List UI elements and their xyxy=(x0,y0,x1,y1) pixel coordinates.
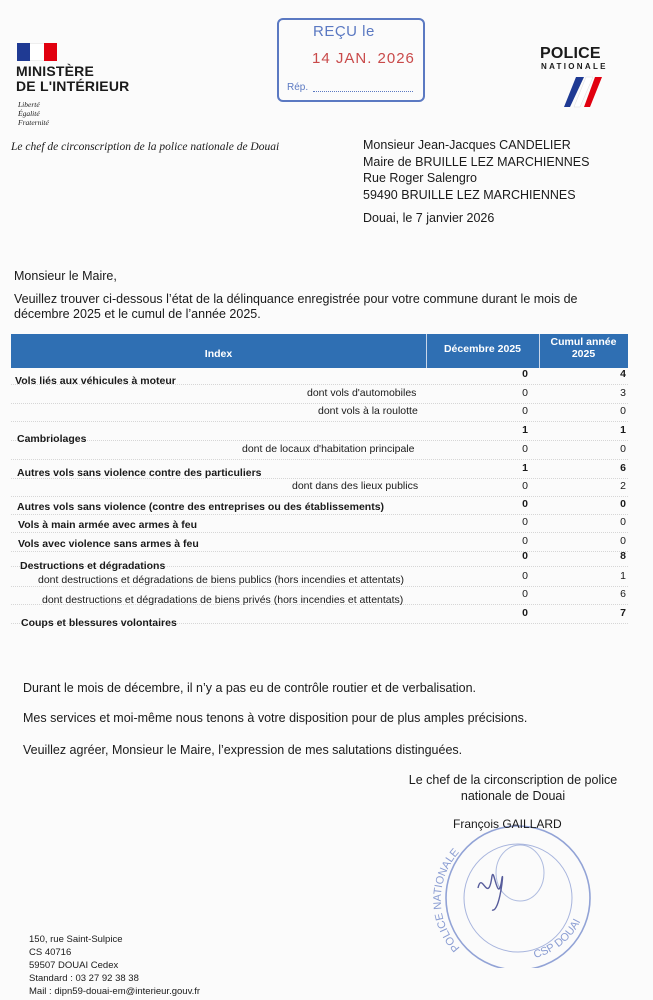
footer-contact xyxy=(29,933,200,998)
paragraph-services: Mes services et moi-même nous tenons à votre disposition pour de plus amples précisions. xyxy=(23,711,528,725)
recipient-address xyxy=(363,137,589,203)
table-row xyxy=(11,496,628,515)
table-header xyxy=(11,334,628,368)
police-logo-line1: POLICE xyxy=(540,45,601,62)
ministry-line2: DE L'INTÉRIEUR xyxy=(16,78,130,94)
table-row xyxy=(11,441,628,460)
dec-value: 0 xyxy=(522,550,528,562)
header-cumul-line1: Cumul année xyxy=(550,336,617,348)
police-tricolor-icon xyxy=(562,75,602,109)
header-cumul xyxy=(539,336,628,360)
dec-value: 0 xyxy=(522,570,528,582)
salutation: Monsieur le Maire, xyxy=(14,269,117,283)
paragraph-traffic: Durant le mois de décembre, il n’y a pas eu de contrôle routier et de verbalisation. xyxy=(23,681,477,695)
signature-title xyxy=(397,772,629,804)
row-label: dont de locaux d'habitation principale xyxy=(242,443,415,455)
dec-value: 0 xyxy=(522,443,528,455)
dec-value: 1 xyxy=(522,424,528,436)
reply-line xyxy=(313,91,413,92)
dec-value: 1 xyxy=(522,462,528,474)
letter-date: Douai, le 7 janvier 2026 xyxy=(363,211,495,225)
dec-value: 0 xyxy=(522,498,528,510)
motto-liberte: Liberté xyxy=(18,100,40,109)
cum-value: 7 xyxy=(620,607,626,619)
row-label: Autres vols sans violence contre des particuliers xyxy=(17,467,262,479)
signature-title-line2: nationale de Douai xyxy=(460,789,566,803)
dec-value: 0 xyxy=(522,480,528,492)
ministry-line1: MINISTÈRE xyxy=(16,63,95,79)
intro-paragraph: Veuillez trouver ci-dessous l’état de la délinquance enregistrée pour votre commune durant le mois de décembre 2025 et le cumul de l’année 2025. xyxy=(14,292,578,321)
cum-value: 0 xyxy=(620,443,626,455)
row-label: Cambriolages xyxy=(17,433,87,445)
ministry-name xyxy=(16,64,129,94)
received-date: 14 JAN. 2026 xyxy=(312,50,415,67)
sender-title: Le chef de circonscription de la police nationale de Douai xyxy=(11,141,280,153)
address-line1: Monsieur Jean-Jacques CANDELIER xyxy=(363,138,571,152)
row-label: Autres vols sans violence (contre des entreprises ou des établissements) xyxy=(17,501,385,513)
dec-value: 0 xyxy=(522,607,528,619)
table-row xyxy=(11,568,628,587)
dec-value: 0 xyxy=(522,368,528,380)
received-stamp xyxy=(277,18,425,102)
cum-value: 0 xyxy=(620,498,626,510)
footer-city: 59507 DOUAI Cedex xyxy=(29,960,119,971)
row-label: dont dans des lieux publics xyxy=(292,480,419,492)
header-index: Index xyxy=(204,348,233,360)
police-round-stamp xyxy=(430,818,600,968)
cum-value: 4 xyxy=(620,368,626,380)
reply-label: Rép. xyxy=(287,82,309,93)
footer-mail: Mail : dipn59-douai-em@interieur.gouv.fr xyxy=(29,986,201,997)
cum-value: 8 xyxy=(620,550,626,562)
cum-value: 3 xyxy=(620,387,626,399)
paragraph-closing: Veuillez agréer, Monsieur le Maire, l’expression de mes salutations distinguées. xyxy=(23,743,463,757)
row-label: dont vols d'automobiles xyxy=(307,387,417,399)
dec-value: 0 xyxy=(522,516,528,528)
row-label: Vols liés aux véhicules à moteur xyxy=(15,375,176,387)
dec-value: 0 xyxy=(522,405,528,417)
row-label: Vols à main armée avec armes à feu xyxy=(18,519,197,531)
police-logo-line2: NATIONALE xyxy=(541,62,608,71)
cum-value: 2 xyxy=(620,480,626,492)
signer-name: François GAILLARD xyxy=(453,817,562,831)
row-label: dont destructions et dégradations de biens privés (hors incendies et attentats) xyxy=(42,594,404,606)
address-line4: 59490 BRUILLE LEZ MARCHIENNES xyxy=(363,187,576,202)
header-december: Décembre 2025 xyxy=(443,343,522,355)
motto-fraternite: Fraternité xyxy=(18,118,49,127)
cum-value: 0 xyxy=(620,535,626,547)
stamp-text-right: CSP DOUAI xyxy=(532,916,584,962)
row-label: Destructions et dégradations xyxy=(20,560,166,572)
footer-street: 150, rue Saint-Sulpice xyxy=(29,934,123,945)
svg-text:CSP DOUAI xyxy=(532,917,583,961)
table-row xyxy=(11,478,628,497)
stamp-text-left: POLICE NATIONALE xyxy=(431,846,463,955)
address-line2: Maire de BRUILLE LEZ MARCHIENNES xyxy=(363,154,590,169)
row-label: Coups et blessures volontaires xyxy=(21,617,177,629)
republic-flag-logo xyxy=(17,43,57,61)
signature-title-line1: Le chef de la circonscription de police xyxy=(408,773,618,787)
motto-egalite: Égalité xyxy=(18,109,40,118)
footer-phone: Standard : 03 27 92 38 38 xyxy=(29,973,139,984)
table-row xyxy=(11,403,628,422)
dec-value: 0 xyxy=(522,387,528,399)
cum-value: 6 xyxy=(620,588,626,600)
cum-value: 1 xyxy=(620,570,626,582)
cum-value: 1 xyxy=(620,424,626,436)
cum-value: 0 xyxy=(620,516,626,528)
table-row xyxy=(11,460,628,479)
row-label: Vols avec violence sans armes à feu xyxy=(18,538,199,550)
table-row xyxy=(11,385,628,404)
received-label: REÇU le xyxy=(313,23,375,40)
header-cumul-line2: 2025 xyxy=(571,348,596,360)
cum-value: 6 xyxy=(620,462,626,474)
motto xyxy=(18,100,49,127)
row-label: dont vols à la roulotte xyxy=(318,405,418,417)
table-row xyxy=(11,514,628,533)
address-line3: Rue Roger Salengro xyxy=(363,171,477,185)
row-label: dont destructions et dégradations de biens publics (hors incendies et attentats) xyxy=(38,574,404,586)
footer-cs: CS 40716 xyxy=(29,947,72,958)
table-row xyxy=(11,586,628,605)
dec-value: 0 xyxy=(522,535,528,547)
cum-value: 0 xyxy=(620,405,626,417)
dec-value: 0 xyxy=(522,588,528,600)
table-row xyxy=(11,615,628,629)
